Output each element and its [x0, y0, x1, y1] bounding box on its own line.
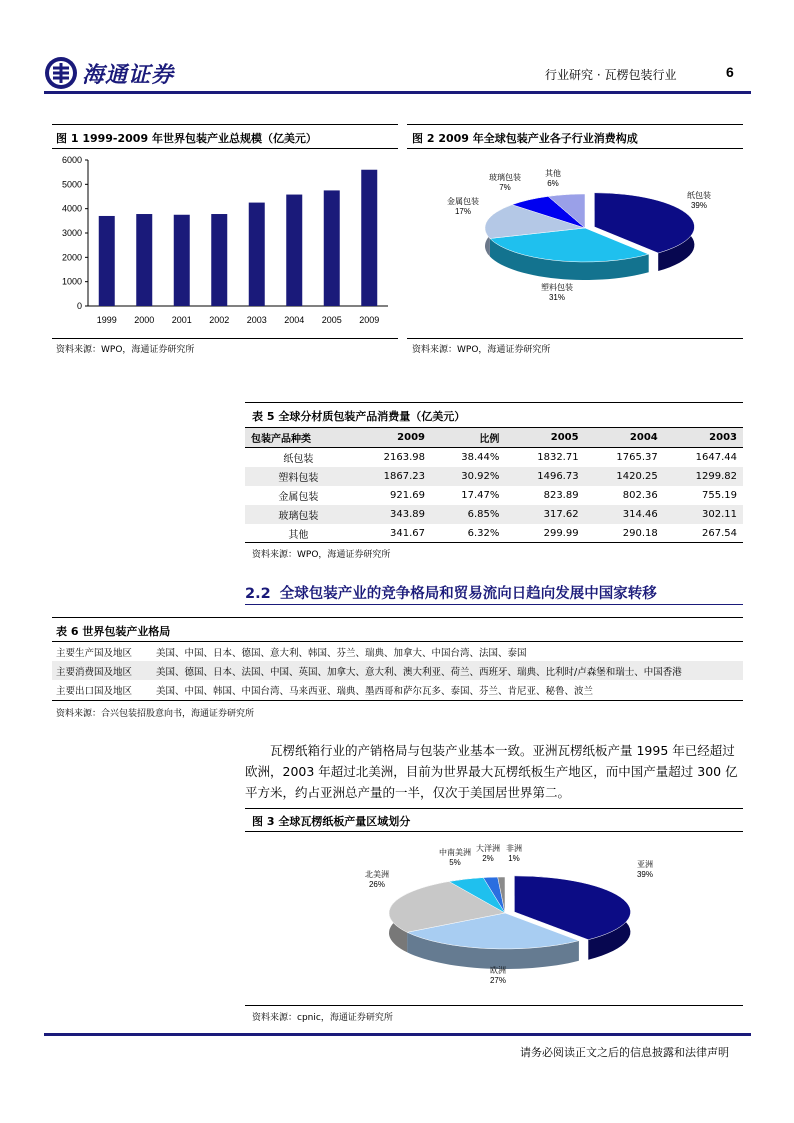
table5-cell: 17.47% [461, 490, 500, 501]
table5-cell: 其他 [288, 530, 309, 541]
table5-cell: 1867.23 [383, 471, 426, 482]
x-tick-label: 2000 [134, 315, 155, 325]
table5-cell: 267.54 [702, 528, 737, 539]
table5-cell: 802.36 [622, 490, 658, 501]
pie-label-pct: 17% [454, 207, 472, 216]
table5-header-cell: 2009 [397, 432, 426, 443]
table5-cell: 1765.37 [616, 452, 658, 463]
y-tick-label: 5000 [61, 179, 82, 190]
table5-source: 资料来源：WPO，海通证券研究所 [252, 550, 391, 560]
fig1-bottom-rule [52, 338, 398, 339]
table5-cell: 1420.25 [616, 471, 658, 482]
x-tick-label: 2009 [359, 315, 380, 325]
table6-row-value: 美国、中国、日本、德国、意大利、韩国、芬兰、瑞典、加拿大、中国台湾、法国、泰国 [156, 647, 527, 659]
section-number: 2.2 [245, 586, 271, 602]
table5-cell: 290.18 [622, 528, 658, 539]
table6-source: 资料来源：合兴包装招股意向书，海通证券研究所 [56, 709, 255, 719]
pie-label-pct: 31% [548, 293, 566, 302]
pie-label-pct: 5% [449, 858, 461, 867]
bar-2000 [136, 214, 152, 306]
y-tick-label: 0 [76, 301, 82, 311]
bar-1999 [99, 216, 115, 306]
table5-row [245, 486, 743, 505]
pie-label-name: 塑料包装 [541, 283, 573, 292]
table6-top-rule [52, 617, 743, 618]
pie-label-pct: 27% [489, 976, 507, 985]
pie-label-name: 欧洲 [490, 966, 506, 975]
footer-rule [44, 1033, 751, 1036]
fig2-source: 资料来源：WPO，海通证券研究所 [412, 345, 551, 355]
y-tick-label: 2000 [61, 252, 82, 263]
table5-cell: 纸包装 [283, 454, 314, 465]
pie-label-name: 亚洲 [637, 860, 653, 869]
table6-row [52, 680, 743, 699]
table5-row [245, 505, 743, 524]
bar-2005 [324, 190, 340, 306]
table5-cell: 299.99 [543, 528, 579, 539]
pie-label-name: 大洋洲 [476, 844, 500, 853]
table5-cell: 1647.44 [695, 452, 737, 463]
pie-label-name: 非洲 [506, 844, 522, 853]
pie-label-pct: 7% [499, 183, 511, 192]
table5-header-cell: 比例 [479, 434, 500, 445]
table5-cell: 921.69 [390, 490, 426, 501]
pie-label-pct: 6% [547, 179, 559, 188]
table5-header-cell: 包装产品种类 [251, 434, 311, 445]
table5-row [245, 448, 743, 468]
pie-label-pct: 39% [636, 870, 654, 879]
pie-label-pct: 2% [482, 854, 494, 863]
fig3-bottom-rule [245, 1005, 743, 1006]
table5-cell: 823.89 [543, 490, 579, 501]
y-tick-label: 3000 [61, 228, 82, 238]
footer-disclaimer: 请务必阅读正文之后的信息披露和法律声明 [520, 1046, 729, 1059]
table5-cell: 6.85% [467, 509, 500, 520]
table5-cell: 1299.82 [695, 471, 737, 482]
fig2-top-rule [407, 124, 743, 125]
pie-label-name: 金属包装 [447, 197, 479, 206]
pie-label-pct: 26% [368, 880, 386, 889]
fig3-source: 资料来源：cpnic，海通证券研究所 [252, 1013, 393, 1023]
table6-row-label: 主要消费国及地区 [56, 666, 133, 678]
table5-cell: 302.11 [702, 509, 737, 520]
table5 [245, 427, 743, 543]
pie-label-pct: 1% [508, 854, 520, 863]
fig3-sub-rule [245, 831, 743, 832]
pie-label-pct: 39% [690, 201, 708, 210]
pie-chart-packaging [407, 150, 743, 338]
fig1-sub-rule [52, 148, 398, 149]
bar-chart [52, 150, 398, 335]
y-tick-label: 4000 [61, 203, 82, 214]
pie-label-name: 中南美洲 [439, 848, 471, 857]
pie-label-name: 其他 [545, 169, 561, 178]
fig1-source: 资料来源：WPO，海通证券研究所 [56, 345, 195, 355]
x-tick-label: 2003 [246, 315, 267, 325]
table6-row-value: 美国、德国、日本、法国、中国、英国、加拿大、意大利、澳大利亚、荷兰、西班牙、瑞典、比利时/卢森堡和瑞士、中国香港 [156, 666, 682, 678]
table6-bottom-rule [52, 700, 743, 701]
y-tick-label: 1000 [61, 276, 82, 287]
fig3-title: 图 3 全球瓦楞纸板产量区域划分 [252, 815, 411, 828]
table5-bottom-rule [245, 542, 743, 543]
table6-title: 表 6 世界包装产业格局 [56, 625, 171, 638]
table5-title: 表 5 全球分材质包装产品消费量（亿美元） [252, 410, 466, 423]
fig3-top-rule [245, 808, 743, 809]
section-heading [245, 582, 657, 603]
table5-cell: 1832.71 [537, 452, 579, 463]
table5-cell: 金属包装 [278, 492, 319, 503]
table5-cell: 1496.73 [537, 471, 579, 482]
table6-row [52, 642, 743, 662]
table5-cell: 343.89 [390, 509, 426, 520]
table5-cell: 30.92% [461, 471, 500, 482]
table5-header-cell: 2003 [709, 432, 737, 443]
fig2-title: 图 2 2009 年全球包装产业各子行业消费构成 [412, 132, 638, 145]
bar-2009 [361, 170, 377, 306]
x-tick-label: 1999 [96, 315, 117, 325]
table5-cell: 塑料包装 [278, 473, 319, 484]
table5-cell: 6.32% [467, 528, 500, 539]
table5-cell: 38.44% [461, 452, 500, 463]
table5-row [245, 524, 743, 543]
table5-top-rule [245, 402, 743, 403]
table6 [52, 641, 743, 699]
table5-header-row [245, 428, 743, 448]
table5-row [245, 467, 743, 486]
table5-cell: 2163.98 [383, 452, 426, 463]
section-rule [245, 604, 743, 605]
table6-row [52, 661, 743, 680]
table6-row-label: 主要生产国及地区 [56, 647, 133, 659]
bar-2004 [286, 195, 302, 306]
y-tick-label: 6000 [61, 155, 82, 165]
table5-cell: 317.62 [543, 509, 579, 520]
x-tick-label: 2005 [321, 315, 342, 325]
fig1-title: 图 1 1999-2009 年世界包装产业总规模（亿美元） [56, 132, 317, 145]
logo-text: 海通证券 [82, 63, 175, 88]
table6-row-value: 美国、中国、韩国、中国台湾、马来西亚、瑞典、墨西哥和萨尔瓦多、泰国、芬兰、肯尼亚、秘鲁、波兰 [156, 685, 594, 697]
header-section: 行业研究 · 瓦楞包装行业 [545, 68, 677, 82]
bar-2003 [249, 203, 265, 306]
table5-cell: 341.67 [390, 528, 426, 539]
fig2-sub-rule [407, 148, 743, 149]
body-paragraph: 瓦楞纸箱行业的产销格局与包装产业基本一致。亚洲瓦楞纸板产量 1995 年已经超过欧洲，2003 年超过北美洲，目前为世界最大瓦楞纸板生产地区，而中国产量超过 300 亿平方米，约占亚洲总产量的一半，仅次于美国居世界第二。 [245, 743, 738, 800]
pie-chart-regions [245, 833, 743, 1003]
bar-2002 [211, 214, 227, 306]
x-tick-label: 2001 [171, 315, 192, 325]
table5-cell: 314.46 [622, 509, 658, 520]
table5-header-cell: 2005 [550, 432, 579, 443]
table5-header-cell: 2004 [629, 432, 658, 443]
pie-label-name: 纸包装 [687, 191, 711, 200]
table6-row-label: 主要出口国及地区 [56, 685, 133, 697]
x-tick-label: 2002 [209, 315, 230, 325]
table5-cell: 玻璃包装 [278, 511, 319, 522]
pie-label-name: 北美洲 [365, 870, 389, 879]
table5-cell: 755.19 [702, 490, 737, 501]
pie-label-name: 玻璃包装 [489, 173, 521, 182]
bar-2001 [174, 215, 190, 306]
x-tick-label: 2004 [284, 315, 305, 325]
section-title: 全球包装产业的竞争格局和贸易流向日趋向发展中国家转移 [279, 586, 657, 602]
fig1-top-rule [52, 124, 398, 125]
fig2-bottom-rule [407, 338, 743, 339]
header-rule [44, 91, 751, 94]
page-number: 6 [726, 64, 734, 80]
